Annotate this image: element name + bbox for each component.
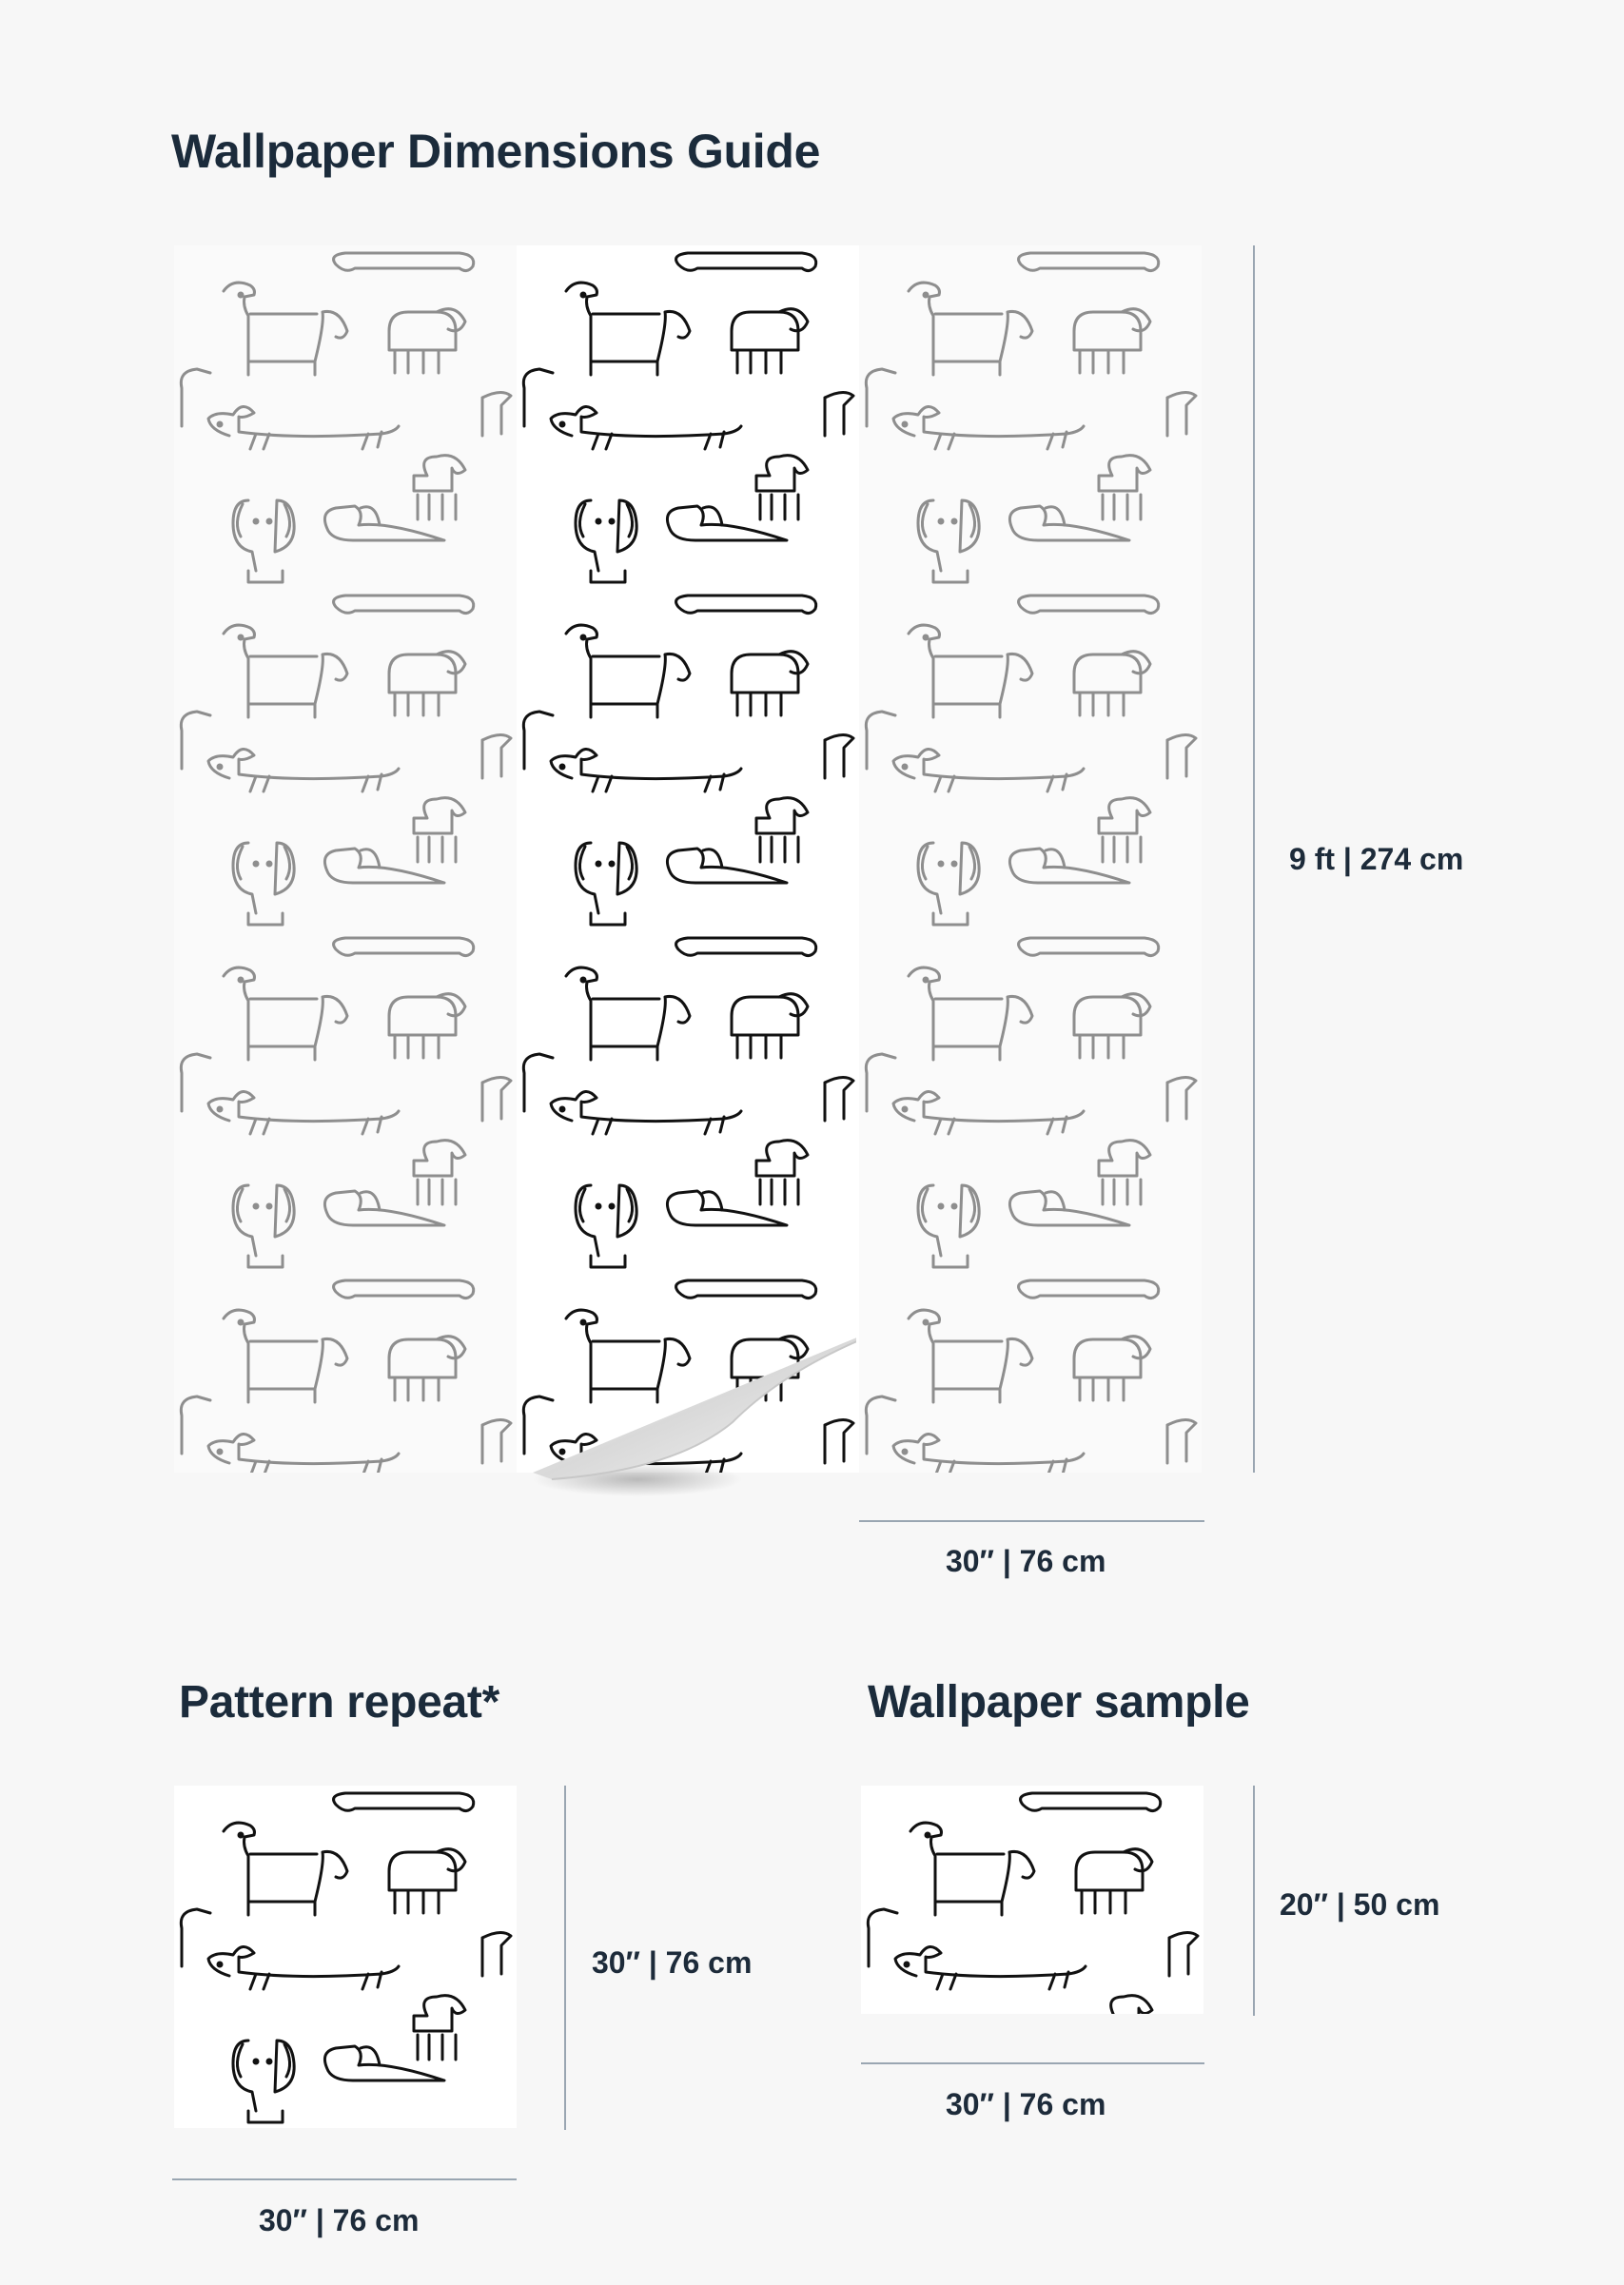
main-width-line bbox=[859, 1520, 1204, 1522]
page-title: Wallpaper Dimensions Guide bbox=[171, 125, 821, 178]
pattern-repeat-title: Pattern repeat* bbox=[179, 1677, 499, 1728]
pattern-repeat-swatch bbox=[174, 1786, 517, 2128]
wallpaper-sample-width-line bbox=[861, 2062, 1204, 2064]
main-width-label: 30″ | 76 cm bbox=[946, 1544, 1106, 1578]
wallpaper-panel-center bbox=[517, 245, 859, 1473]
wallpaper-panel-left bbox=[174, 245, 517, 1473]
dog-doodle-icon bbox=[174, 245, 517, 1473]
wallpaper-sample-height-label: 20″ | 50 cm bbox=[1280, 1887, 1440, 1922]
pattern-repeat-height-line bbox=[564, 1786, 566, 2130]
main-height-label: 9 ft | 274 cm bbox=[1289, 842, 1464, 876]
dog-doodle-icon bbox=[174, 1786, 517, 2128]
wallpaper-sample-width-label: 30″ | 76 cm bbox=[946, 2087, 1106, 2121]
main-height-line bbox=[1253, 245, 1255, 1473]
pattern-repeat-height-label: 30″ | 76 cm bbox=[592, 1945, 753, 1980]
wallpaper-sample-height-line bbox=[1253, 1786, 1255, 2016]
pattern-repeat-width-line bbox=[172, 2178, 517, 2180]
page-curl-icon bbox=[533, 1337, 856, 1503]
dog-doodle-icon bbox=[861, 1786, 1203, 2014]
pattern-repeat-width-label: 30″ | 76 cm bbox=[259, 2203, 420, 2237]
wallpaper-sample-swatch bbox=[861, 1786, 1203, 2014]
wallpaper-sample-title: Wallpaper sample bbox=[868, 1677, 1250, 1728]
dog-doodle-icon bbox=[517, 245, 859, 1473]
wallpaper-panel-right bbox=[859, 245, 1202, 1473]
dog-doodle-icon bbox=[859, 245, 1202, 1473]
